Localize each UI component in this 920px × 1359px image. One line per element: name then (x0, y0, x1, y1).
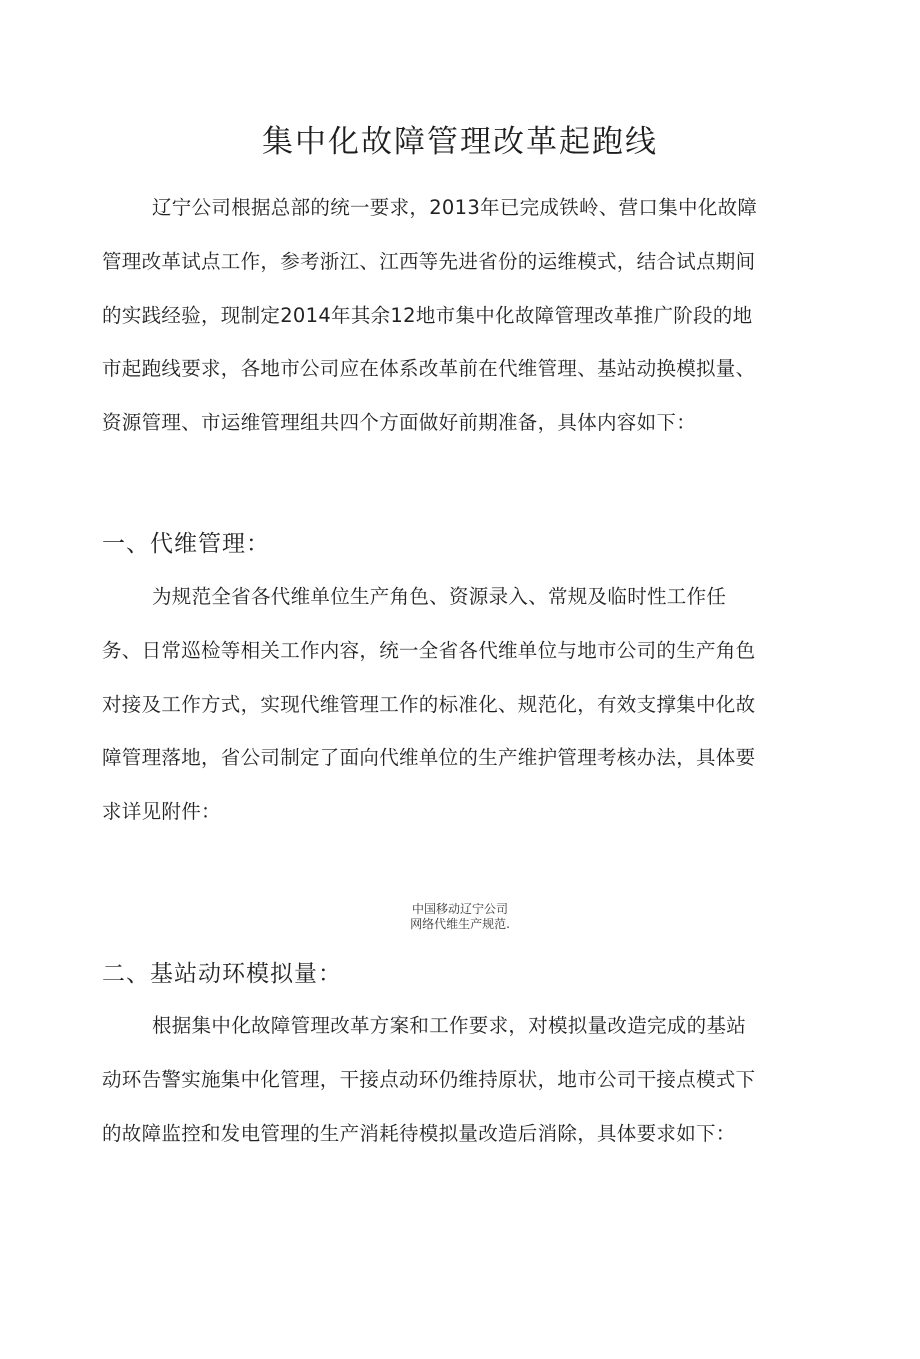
attachment-link[interactable] (0, 902, 920, 932)
section-body-maintenance: 为规范全省各代维单位生产角色、资源录入、常规及临时性工作任务、日常巡检等相关工作内容，统一全省各代维单位与地市公司的生产角色对接及工作方式，实现代维管理工作的标准化、规范化，有效支撑集中化故障管理落地，省公司制定了面向代维单位的生产维护管理考核办法，具体要求详见附件： (102, 585, 756, 824)
section-body-power-environment: 根据集中化故障管理改革方案和工作要求，对模拟量改造完成的基站动环告警实施集中化管理，干接点动环仍维持原状，地市公司干接点模式下的故障监控和发电管理的生产消耗待模拟量改造后消除，具体要求如下： (102, 1014, 756, 1145)
section-heading-power-environment: 二、基站动环模拟量： (102, 961, 342, 987)
section-heading-maintenance: 一、代维管理： (102, 531, 270, 557)
intro-paragraph: 辽宁公司根据总部的统一要求，2013年已完成铁岭、营口集中化故障管理改革试点工作，参考浙江、江西等先进省份的运维模式，结合试点期间的实践经验，现制定2014年其余12地市集中化故障管理改革推广阶段的地市起跑线要求，各地市公司应在体系改革前在代维管理、基站动换模拟量、资源管理、市运维管理组共四个方面做好前期准备，具体内容如下： (102, 196, 758, 435)
document-title: 集中化故障管理改革起跑线 (262, 124, 658, 160)
attachment-line-2: 网络代维生产规范. (410, 917, 510, 931)
attachment-line-1: 中国移动辽宁公司 (411, 902, 508, 916)
